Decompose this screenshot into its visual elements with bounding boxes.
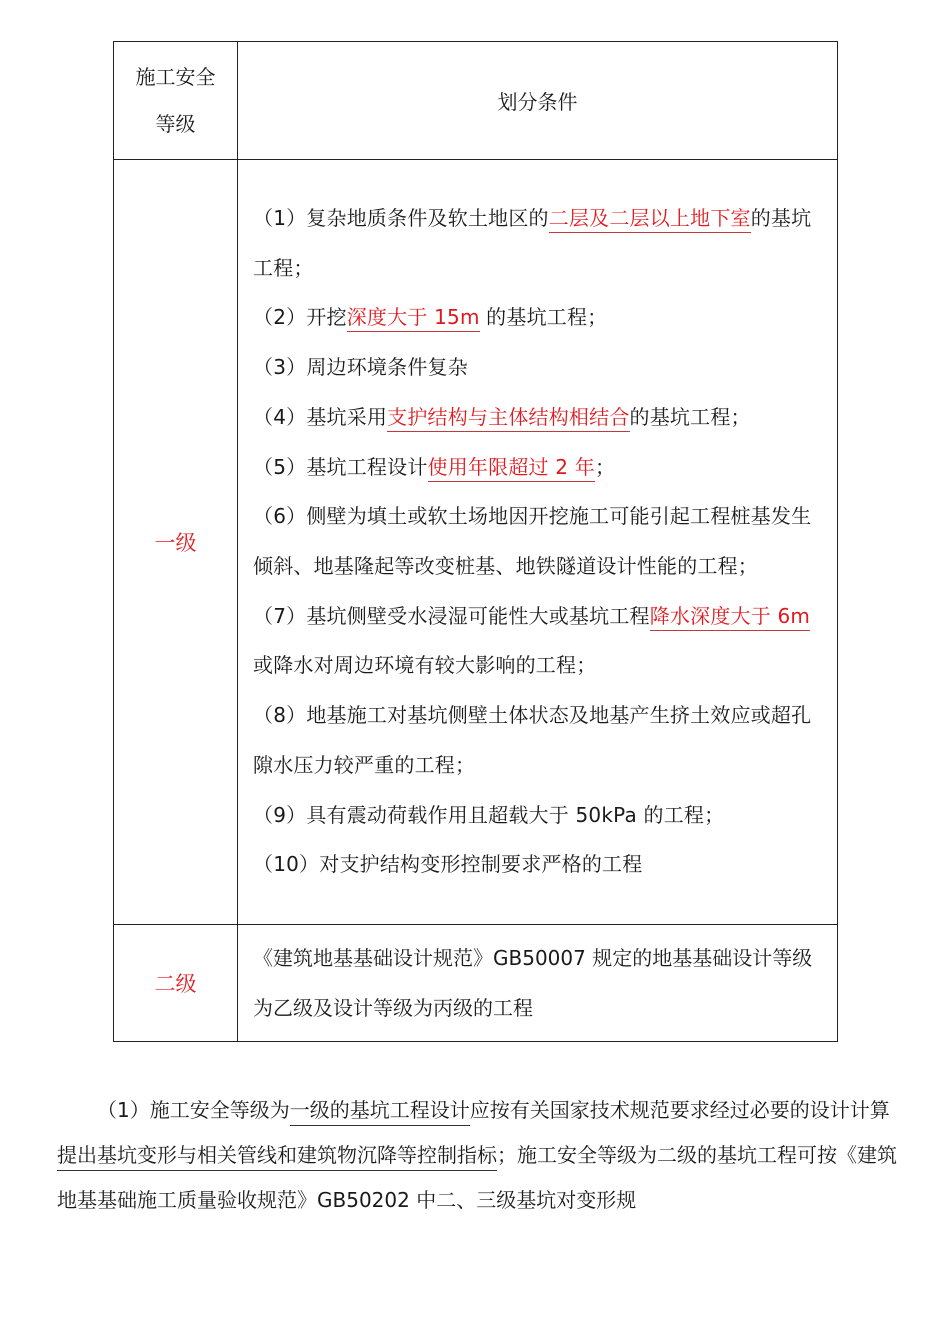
condition-item (253, 492, 825, 591)
highlighted-criterion: 二层及二层以上地下室 (549, 206, 751, 233)
condition-list (253, 194, 825, 890)
condition-text: 的基坑工程； (253, 206, 812, 280)
underlined-phrase: 一级的基坑工程 (290, 1098, 430, 1126)
condition-item (253, 691, 825, 790)
condition-text: （2）开挖 (253, 305, 347, 330)
paragraph-text: 应按有关国家技术规范要求经过必要的设计计算 (469, 1098, 890, 1122)
condition-item (253, 592, 825, 691)
table-row-grade-one (114, 160, 838, 925)
table-header-row (114, 42, 838, 160)
header-level-cell (114, 42, 238, 160)
highlighted-criterion: 深度大于 15m (347, 305, 480, 332)
condition-text: 的基坑工程； (629, 404, 751, 429)
condition-item (253, 194, 825, 293)
condition-text: 或降水对周边环境有较大影响的工程； (253, 653, 597, 678)
table-row-grade-two (114, 925, 838, 1042)
condition-text: （10）对支护结构变形控制要求严格的工程 (253, 852, 643, 877)
condition-item (253, 393, 825, 443)
condition-text: （9）具有震动荷载作用且超载大于 50kPa 的工程； (253, 802, 725, 827)
highlighted-criterion: 使用年限超过 2 年 (428, 455, 595, 482)
condition-item (253, 791, 825, 841)
condition-text: （1）复杂地质条件及软土地区的 (253, 206, 549, 231)
condition-text: （5）基坑工程设计 (253, 454, 428, 479)
condition-item (253, 293, 825, 343)
grade-one-label: 一级 (114, 160, 238, 925)
condition-text: ； (594, 454, 616, 479)
header-condition-cell: 划分条件 (238, 42, 838, 160)
grade-two-label: 二级 (114, 925, 238, 1042)
condition-item (253, 443, 825, 493)
highlighted-criterion: 支护结构与主体结构相结合 (387, 405, 629, 432)
paragraph-text: ；施工安全等级为二级的基坑工程可按《建筑地基基础施工质量验收规范》GB50202 中二、三级基坑对变形规 (57, 1143, 897, 1212)
condition-item (253, 343, 825, 393)
condition-text: （8）地基施工对基坑侧壁土体状态及地基产生挤土效应或超孔隙水压力较严重的工程； (253, 703, 812, 777)
paragraph-text: （1）施工安全等级为 (97, 1098, 290, 1122)
grade-classification-table (113, 41, 838, 1042)
condition-text: （4）基坑采用 (253, 404, 388, 429)
header-level-line2: 等级 (155, 111, 196, 136)
condition-text: （7）基坑侧壁受水浸湿可能性大或基坑工程 (253, 603, 650, 628)
condition-item (253, 840, 825, 890)
condition-text: （3）周边环境条件复杂 (253, 355, 468, 380)
grade-one-conditions (238, 160, 838, 925)
header-level-line1: 施工安全 (135, 64, 216, 89)
body-paragraph (57, 1088, 897, 1223)
condition-text: 的基坑工程； (479, 305, 608, 330)
underlined-phrase: 提出基坑变形与相关管线和建筑物沉降等控制指标 (57, 1143, 497, 1171)
underlined-phrase: 设计 (430, 1098, 470, 1126)
grade-two-condition: 《建筑地基基础设计规范》GB50007 规定的地基基础设计等级为乙级及设计等级为丙级的工程 (238, 925, 838, 1042)
condition-text: （6）侧壁为填土或软土场地因开挖施工可能引起工程桩基发生倾斜、地基隆起等改变桩基、地铁隧道设计性能的工程； (253, 504, 812, 578)
highlighted-criterion: 降水深度大于 6m (650, 604, 810, 631)
